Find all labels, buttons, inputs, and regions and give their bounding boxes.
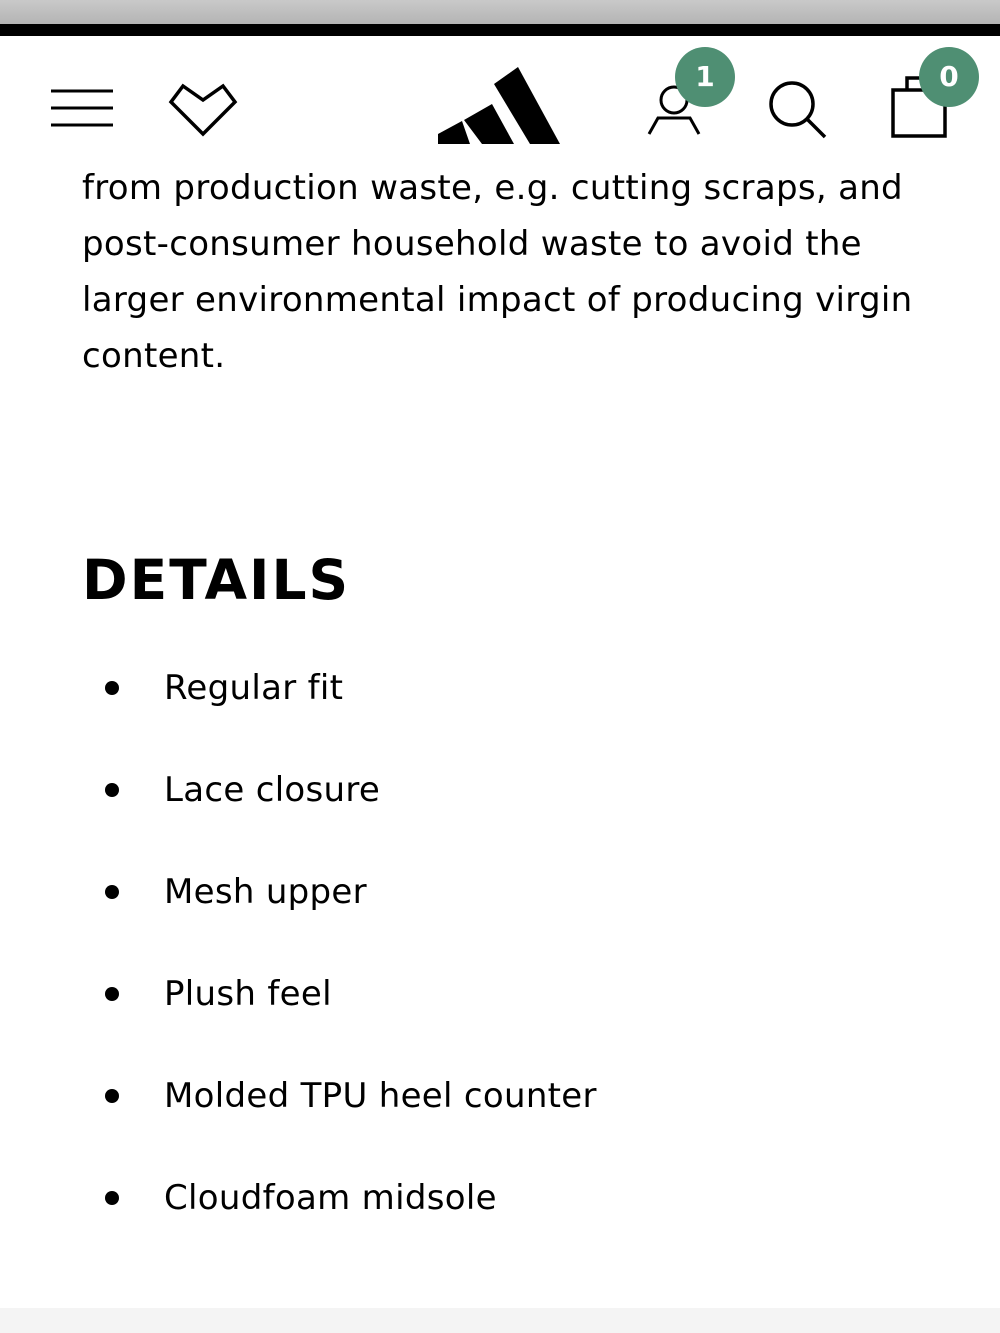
top-divider — [0, 24, 1000, 36]
details-list — [0, 662, 1000, 1274]
bullet-icon — [105, 1089, 119, 1103]
details-item-text: Regular fit — [164, 668, 344, 708]
description-paragraph: from production waste, e.g. cutting scraps, and post-consumer household waste to avoid the larger environmental impact of producing virgin content. — [82, 168, 913, 376]
details-list-item — [0, 866, 1000, 968]
details-list-item — [0, 764, 1000, 866]
bullet-icon — [105, 885, 119, 899]
search-button[interactable] — [764, 76, 828, 140]
details-list-item — [0, 1172, 1000, 1274]
bottom-bar — [0, 1308, 1000, 1333]
details-item-text: Molded TPU heel counter — [164, 1076, 597, 1116]
menu-button[interactable] — [50, 88, 114, 128]
bag-badge: 0 — [919, 47, 979, 107]
adidas-logo[interactable] — [436, 64, 562, 146]
adidas-logo-mark — [436, 64, 562, 146]
site-header — [0, 36, 1000, 160]
bullet-icon — [105, 987, 119, 1001]
search-icon — [764, 76, 828, 140]
status-bar-strip — [0, 0, 1000, 24]
details-item-text: Cloudfoam midsole — [164, 1178, 497, 1218]
details-list-item — [0, 968, 1000, 1070]
details-item-text: Mesh upper — [164, 872, 367, 912]
details-list-item — [0, 1070, 1000, 1172]
details-heading: DETAILS — [82, 548, 351, 612]
account-badge: 1 — [675, 47, 735, 107]
details-item-text: Lace closure — [164, 770, 381, 810]
heart-icon — [166, 78, 240, 138]
bullet-icon — [105, 783, 119, 797]
wishlist-button[interactable] — [166, 78, 240, 138]
details-item-text: Plush feel — [164, 974, 332, 1014]
bullet-icon — [105, 681, 119, 695]
bullet-icon — [105, 1191, 119, 1205]
details-list-item — [0, 662, 1000, 764]
hamburger-menu-icon — [50, 88, 114, 128]
